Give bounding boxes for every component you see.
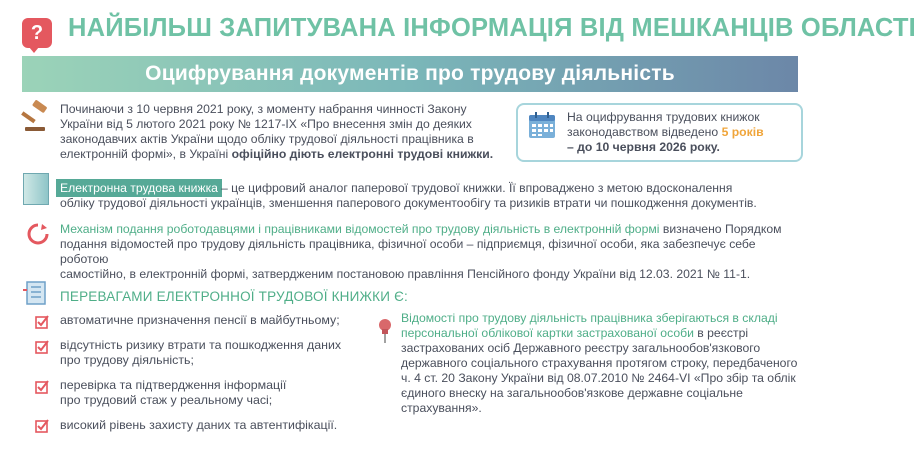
- benefit-line: про трудову діяльність;: [60, 353, 194, 367]
- storage-line: державного соціального страхування протягом строку, передбаченого: [401, 356, 798, 370]
- deadline-line: На оцифрування трудових книжок: [567, 110, 760, 124]
- benefit-line: автоматичне призначення пенсії в майбутньому;: [60, 313, 340, 327]
- benefit-line: про трудовий стаж у реальному часі;: [60, 393, 273, 407]
- storage-paragraph: [401, 311, 806, 416]
- deadline-years: 5 років: [721, 125, 764, 139]
- deadline-date: – до 10 червня 2026 року.: [567, 140, 720, 154]
- check-icon: [35, 380, 49, 394]
- calendar-icon: [528, 111, 556, 139]
- storage-line: застрахованих осіб Державного реєстру загальнообов'язкового: [401, 341, 761, 355]
- storage-line: Відомості про трудову діяльність працівника зберігаються в складі: [401, 311, 778, 325]
- question-mark-icon: ?: [22, 18, 52, 48]
- intro-line: законодавчих актів України щодо обліку трудової діяльності працівника в: [60, 132, 474, 146]
- benefit-item: [60, 338, 341, 368]
- mechanism-paragraph: [60, 222, 800, 282]
- cycle-icon: [26, 222, 50, 246]
- benefit-line: відсутність ризику втрати та пошкодження даних: [60, 338, 342, 352]
- storage-line: ч. 4 ст. 20 Закону України від 08.07.2010 № 2464-VI «Про збір та облік: [401, 371, 796, 385]
- section-banner: [22, 56, 798, 92]
- intro-paragraph: [60, 102, 500, 162]
- check-icon: [35, 315, 49, 329]
- benefit-item: [60, 313, 340, 328]
- check-icon: [35, 340, 49, 354]
- storage-highlight: персональної облікової картки застрахованої особи: [401, 326, 694, 340]
- advantages-title: ПЕРЕВАГАМИ ЕЛЕКТРОННОЇ ТРУДОВОЇ КНИЖКИ Є:: [60, 289, 408, 304]
- benefit-line: високий рівень захисту даних та автентифікації.: [60, 418, 338, 432]
- book-icon: [23, 173, 49, 205]
- mechanism-line: самостійно, в електронній формі, затвердженим постановою правління Пенсійного фонду України від 12.03. 2021 № 11-1.: [60, 267, 751, 281]
- storage-line: єдиного внеску на загальнообов'язкове державне соціальне: [401, 386, 743, 400]
- benefit-item: [60, 418, 337, 433]
- intro-line: Починаючи з 10 червня 2021 року, з моменту набрання чинності Закону: [60, 102, 467, 116]
- checklist-icon: [22, 281, 48, 305]
- storage-line: страхування».: [401, 401, 482, 415]
- deadline-text: [567, 110, 795, 155]
- deadline-text-plain: законодавством відведено: [567, 125, 722, 139]
- check-icon: [35, 419, 49, 433]
- benefit-line: перевірка та підтвердження інформації: [60, 378, 287, 392]
- definition-line: обліку трудової діяльності українців, зменшення паперового документообігу та ризиків втрати чи пошкодження документів.: [60, 196, 757, 210]
- intro-line: України від 5 лютого 2021 року № 1217-ІХ «Про внесення змін до деяких: [60, 117, 472, 131]
- intro-line: [60, 147, 500, 162]
- mechanism-highlight: Механізм подання роботодавцями і працівниками відомостей про трудову діяльність в електронній формі: [60, 222, 660, 236]
- mechanism-text: визначено Порядком: [659, 222, 782, 236]
- benefit-item: [60, 378, 286, 408]
- etk-label: Електронна трудова книжка: [56, 179, 222, 197]
- page-title: НАЙБІЛЬШ ЗАПИТУВАНА ІНФОРМАЦІЯ ВІД МЕШКАНЦІВ ОБЛАСТІ: [68, 14, 916, 42]
- mechanism-line: подання відомостей про трудову діяльність працівника, фізичної особи – підприємця, фізичної особи, яка забезпечує себе роботою: [60, 237, 756, 266]
- storage-text: в реєстрі: [693, 326, 749, 340]
- intro-emphasis: офіційно діють електронні трудові книжки.: [231, 147, 494, 161]
- pushpin-icon: [376, 318, 394, 344]
- mechanism-line: [60, 222, 800, 237]
- gavel-icon: [22, 100, 52, 134]
- storage-line: [401, 326, 806, 341]
- definition-line: – це цифровий аналог паперової трудової книжки. Її впроваджено з метою вдосконалення: [221, 181, 733, 195]
- deadline-line: [567, 125, 795, 140]
- intro-text: електронній формі», в Україні: [60, 147, 232, 161]
- banner-title: Оцифрування документів про трудову діяльність: [145, 62, 675, 85]
